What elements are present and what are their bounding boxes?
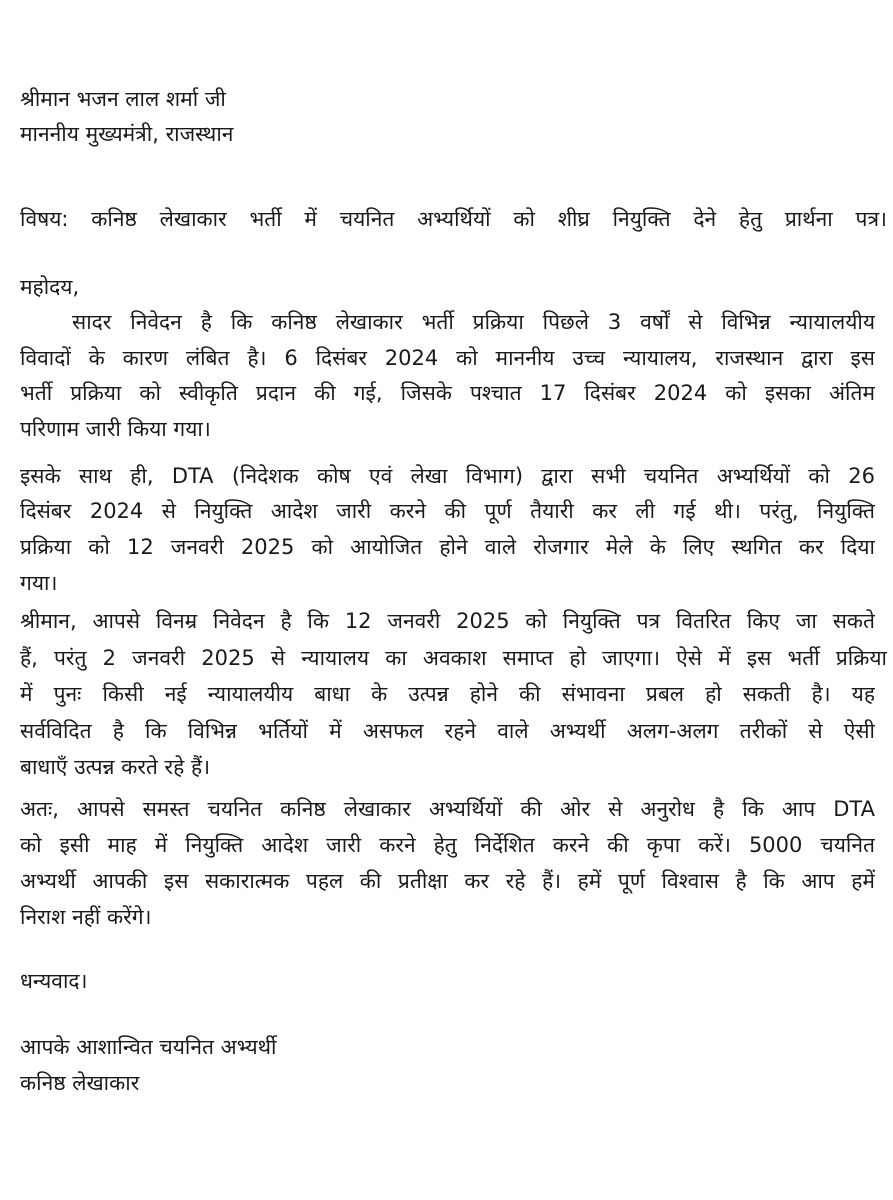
- signature-line-1: आपके आशान्वित चयनित अभ्यर्थी: [20, 1035, 277, 1059]
- body-line-2: विवादों के कारण लंबित है। 6 दिसंबर 2024 को माननीय उच्च न्यायालय, राजस्थान द्वारा इस: [20, 346, 875, 370]
- body-line-16: अभ्यर्थी आपकी इस सकारात्मक पहल की प्रतीक्षा कर रहे हैं। हमें पूर्ण विश्वास है कि आप हमें: [20, 869, 875, 893]
- body-line-12: सर्वविदित है कि विभिन्न भर्तियों में असफल रहने वाले अभ्यर्थी अलग-अलग तरीकों से ऐसी: [20, 719, 875, 743]
- body-line-9: श्रीमान, आपसे विनम्र निवेदन है कि 12 जनवरी 2025 को नियुक्ति पत्र वितरित किए जा सकते: [20, 609, 875, 633]
- closing: धन्यवाद।: [20, 969, 88, 993]
- subject-line: विषय: कनिष्ठ लेखाकार भर्ती में चयनित अभ्यर्थियों को शीघ्र नियुक्ति देने हेतु प्रार्थना पत्र।: [20, 207, 887, 231]
- body-line-11: में पुनः किसी नई न्यायालयीय बाधा के उत्पन्न होने की संभावना प्रबल हो सकती है। यह: [20, 682, 875, 706]
- body-line-10: हैं, परंतु 2 जनवरी 2025 से न्यायालय का अवकाश समाप्त हो जाएगा। ऐसे में इस भर्ती प्रक्रिया: [20, 646, 887, 670]
- salutation: महोदय,: [20, 275, 80, 299]
- signature-line-2: कनिष्ठ लेखाकार: [20, 1071, 140, 1095]
- body-line-5: इसके साथ ही, DTA (निदेशक कोष एवं लेखा विभाग) द्वारा सभी चयनित अभ्यर्थियों को 26: [20, 464, 875, 488]
- body-line-8: गया।: [20, 571, 58, 595]
- body-line-1: सादर निवेदन है कि कनिष्ठ लेखाकार भर्ती प्रक्रिया पिछले 3 वर्षों से विभिन्न न्यायालयीय: [72, 310, 875, 334]
- recipient-name: श्रीमान भजन लाल शर्मा जी: [20, 87, 226, 111]
- body-line-13: बाधाएँ उत्पन्न करते रहे हैं।: [20, 755, 211, 779]
- body-line-6: दिसंबर 2024 से नियुक्ति आदेश जारी करने की पूर्ण तैयारी कर ली गई थी। परंतु, नियुक्ति: [20, 499, 875, 523]
- body-line-7: प्रक्रिया को 12 जनवरी 2025 को आयोजित होने वाले रोजगार मेले के लिए स्थगित कर दिया: [20, 535, 875, 559]
- body-line-17: निराश नहीं करेंगे।: [20, 905, 152, 929]
- body-line-15: को इसी माह में नियुक्ति आदेश जारी करने हेतु निर्देशित करने की कृपा करें। 5000 चयनित: [20, 833, 875, 857]
- body-line-4: परिणाम जारी किया गया।: [20, 417, 211, 441]
- body-line-14: अतः, आपसे समस्त चयनित कनिष्ठ लेखाकार अभ्यर्थियों की ओर से अनुरोध है कि आप DTA: [20, 797, 875, 821]
- body-line-3: भर्ती प्रक्रिया को स्वीकृति प्रदान की गई, जिसके पश्चात 17 दिसंबर 2024 को इसका अंतिम: [20, 381, 875, 405]
- recipient-designation: माननीय मुख्यमंत्री, राजस्थान: [20, 122, 234, 146]
